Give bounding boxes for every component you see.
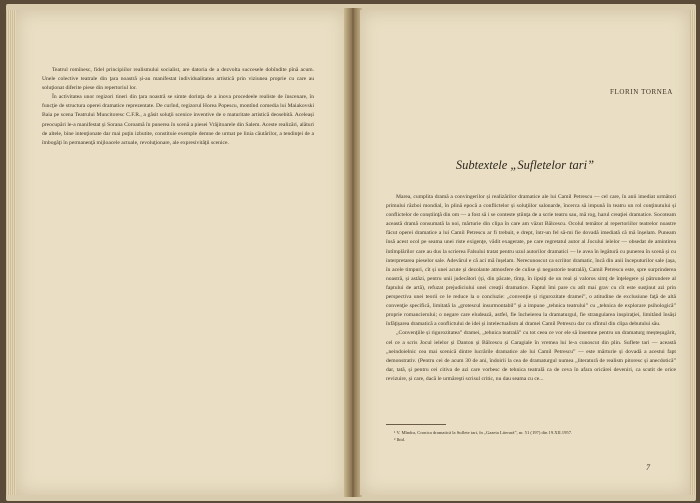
page-edges-right <box>690 10 696 495</box>
left-page-body <box>42 66 314 148</box>
right-page-body <box>386 193 676 384</box>
article-title: Subtextele „Sufletelor tari” <box>455 158 595 172</box>
right-paragraph-2: „Convenţiile și rigurozitatea” dramei, „tehnica teatrală” cu tot ceea ce vor ele să însemne pentru un dramaturg meșteșugărit, cel ce a scris Jocul ielelor și Danton și Bălcescu și Caragiale în vremea lui le-a cunoscut din plin. Suflete tari — această „neindoielnic cea mai scenică dintre lucrările dramatice ale lui Camil Petrescu” — este mărturie și dovadă a acestui fapt demonstrativ. (Pentru cei de acum 30 de ani, îndoirii la cea de dramaturgul numea „literatură de realism pitoresc și anecdotică” dar, tată, și pentru cei citiva de azi care vorbesc de tehnica teatrală ca de ceva în afara oricărei deveniri, ca scutit de orice revizuire, și care, dacă le urmăreşti scrisul critic, nu dau seama cu ce... <box>386 330 676 382</box>
right-page <box>360 10 690 495</box>
left-paragraph-2: În activitatea unor regizori tineri din ţara noastră se simte dorinţa de a inova procedeele realiste de înscenare, în funcţie de structura operei dramatice reprezentate. De curînd, regizorul Horea Popescu, montînd comedia lui Maiakovski Baia pe scena Teatrului Muncitoresc C.F.R., a găsit soluţii scenice inventive de o maturitate artistică deosebită. Aceleași preocupări le-a manifestat și Sorana Coroamă în punerea în scenă a piesei Vrăjitoarele din Salem. Aceste realizări, alături de altele, bine intenţionate dar mai puţin izbutite, constituie exemple demne de urmat pe linia căutărilor, a tendinţei de a îmbogăţi în permanenţă mijloacele actuale, revoluţionare, ale expresivităţii scenice. <box>42 94 314 146</box>
page-edges-left <box>6 10 16 495</box>
footnote-2: ² Ibid. <box>394 437 406 442</box>
open-book <box>6 4 696 501</box>
right-paragraph-1: Marea, cumplita dramă a convingerilor și realizărilor dramatice ale lui Camil Petrescu — cel care, în anii imediat următori primului război mondial, în plină epocă a conflictelor și soluţiilor salonarde, încerca să impună în teatru un rol conţinutului și conflictelor de conștiinţă din om — a fost să i se conteste știinţa de a scrie teatru sau, mă rog, harul creaţiei dramatice. Socoteam această dramă consumată la noi, mărturie din clipa în care am văzut Bălcescu. Ocolul temător al repertoriilor teatrelor noastre făcut operei dramatice a lui Camil Petrescu ar fi trebuit, e drept, într-un fel să-mi fie dovadă imediată că mă înșelam. Puneam însă acest ocol pe seama unei riste exigenţe, vădit exagerate, pe care regretatul autor al Jocului ielelor — obsedat de amintirea întîmplărilor care au dus la scrierea Falsului tratat pentru uzul autorilor dramatici — le avea în legătură cu punerea în scenă și cu interpretarea pieselor sale. Adevărul e că aci mă înșelam. Nerecunoscut ca scriitor dramatic, încă din anii începuturilor sale (așa, în acele timpuri, cît și unei acute și dezolante atmosfere de culise și negustorie teatrală), Camil Petrescu este, spre surprinderea noastră, și astăzi, pentru unii judecători (și, din păcate, tîmp, în iipsiți de un real și valoros simţ de înţelegere și pătrundere al faptului de artă), refuzat prejudiciului unei creaţii dramatice. Faptul îmi pare cu atît mai grav cu cît este susţinut azi prin perspectiva unei teorii ce le reduce la o concluzie: „convenţie și rigurozitate dramei”, o atitudine de exclusiune faţă de altă convenţie specifică, limitată la „grotescul insurmontabil” și a impune „tehnica teatrului” cu „tehnica de explorare psihologică” proprie romancierului; o negare care eludează, astfel, fie încheierea la dramaturgul, fie strangularea inspiraţiei, limitând însăși înfăţișarea dramatică a conflictului de idei și intelectualism al dramei Camil Petrescu dar cu sfîntul din clipa debutului său. <box>386 194 676 328</box>
left-page <box>16 10 346 495</box>
footnote-divider <box>386 424 446 425</box>
page-number: 7 <box>646 463 650 472</box>
left-paragraph-1: Teatrul romînesc, fidel principiilor realismului socialist, are datoria de a dezvolta succesele dobîndite pînă acum. Unele colective teatrale din ţara noastră și-au manifestat individualitatea artistică prin viziunea proprie cu care au soluţionat diferite piese din repertoriul lor. <box>42 67 314 92</box>
footnote-1: ¹ V. Mîndra, Cronica dramatică la Suflete tari, în „Gazeta Literară”, nr. 51 (197) din 19.XII.1957. <box>394 430 573 435</box>
footnotes <box>386 429 676 443</box>
author-name: FLORIN TORNEA <box>610 88 673 96</box>
